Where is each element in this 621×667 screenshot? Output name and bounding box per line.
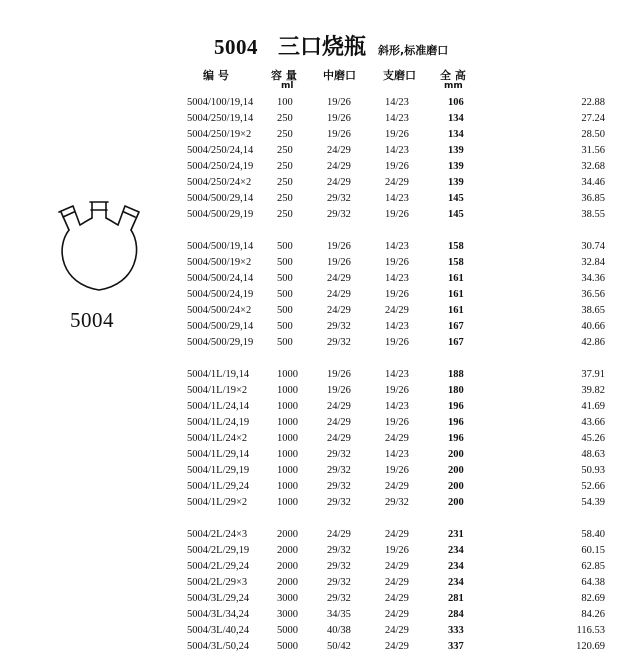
- page-title: [214, 30, 448, 61]
- price-cell: 58.40: [581, 529, 605, 540]
- side-joint-cell: 19/26: [385, 385, 409, 396]
- capacity-cell: 1000: [277, 401, 298, 412]
- middle-joint-cell: 19/26: [327, 113, 351, 124]
- product-code-cell: 5004/3L/29,24: [187, 593, 250, 604]
- table-row: [0, 337, 621, 353]
- table-row: [0, 161, 621, 177]
- product-code-cell: 5004/250/24×2: [187, 177, 252, 188]
- middle-joint-cell: 29/32: [327, 465, 351, 476]
- table-row: [0, 529, 621, 545]
- price-cell: 39.82: [581, 385, 605, 396]
- middle-joint-cell: 29/32: [327, 449, 351, 460]
- middle-joint-cell: 24/29: [327, 401, 351, 412]
- table-row: [0, 321, 621, 337]
- capacity-cell: 250: [277, 177, 293, 188]
- product-code-cell: 5004/500/19,14: [187, 241, 254, 252]
- side-joint-cell: 19/26: [385, 161, 409, 172]
- price-cell: 48.63: [581, 449, 605, 460]
- height-cell: 180: [448, 385, 464, 396]
- height-cell: 284: [448, 609, 464, 620]
- side-joint-cell: 14/23: [385, 97, 409, 108]
- figure-label: 5004: [70, 308, 114, 332]
- capacity-cell: 500: [277, 257, 293, 268]
- product-code-cell: 5004/2L/24×3: [187, 529, 248, 540]
- height-cell: 281: [448, 593, 464, 604]
- middle-joint-cell: 24/29: [327, 145, 351, 156]
- header-height: 全 高: [440, 69, 466, 82]
- capacity-cell: 1000: [277, 449, 298, 460]
- table-row: [0, 177, 621, 193]
- capacity-cell: 500: [277, 305, 293, 316]
- middle-joint-cell: 19/26: [327, 97, 351, 108]
- product-code-cell: 5004/1L/29,19: [187, 465, 250, 476]
- product-code-cell: 5004/250/24,19: [187, 161, 254, 172]
- side-joint-cell: 24/29: [385, 305, 409, 316]
- table-row: [0, 497, 621, 513]
- header-middle: 中磨口: [323, 69, 356, 82]
- price-cell: 52.66: [581, 481, 605, 492]
- height-cell: 134: [448, 129, 464, 140]
- table-row: [0, 129, 621, 145]
- height-cell: 196: [448, 417, 464, 428]
- side-joint-cell: 14/23: [385, 401, 409, 412]
- price-cell: 28.50: [581, 129, 605, 140]
- product-code-cell: 5004/3L/50,24: [187, 641, 250, 652]
- middle-joint-cell: 19/26: [327, 257, 351, 268]
- table-row: [0, 273, 621, 289]
- table-row: [0, 593, 621, 609]
- capacity-cell: 250: [277, 145, 293, 156]
- middle-joint-cell: 29/32: [327, 593, 351, 604]
- middle-joint-cell: 29/32: [327, 481, 351, 492]
- middle-joint-cell: 29/32: [327, 337, 351, 348]
- side-joint-cell: 14/23: [385, 321, 409, 332]
- capacity-cell: 250: [277, 113, 293, 124]
- middle-joint-cell: 24/29: [327, 289, 351, 300]
- product-code-cell: 5004/2L/29,19: [187, 545, 250, 556]
- height-cell: 200: [448, 465, 464, 476]
- price-cell: 45.26: [581, 433, 605, 444]
- height-cell: 200: [448, 481, 464, 492]
- table-row: [0, 145, 621, 161]
- side-joint-cell: 24/29: [385, 625, 409, 636]
- product-code-cell: 5004/500/24×2: [187, 305, 252, 316]
- capacity-cell: 1000: [277, 433, 298, 444]
- table-row: [0, 449, 621, 465]
- height-cell: 158: [448, 241, 464, 252]
- middle-joint-cell: 34/35: [327, 609, 351, 620]
- height-cell: 188: [448, 369, 464, 380]
- table-row: [0, 465, 621, 481]
- height-cell: 139: [448, 161, 464, 172]
- capacity-cell: 1000: [277, 369, 298, 380]
- price-cell: 116.53: [576, 625, 605, 636]
- height-cell: 196: [448, 433, 464, 444]
- product-code-cell: 5004/1L/19,14: [187, 369, 250, 380]
- price-cell: 60.15: [581, 545, 605, 556]
- product-code-cell: 5004/1L/24×2: [187, 433, 248, 444]
- side-joint-cell: 19/26: [385, 129, 409, 140]
- header-capacity-unit: ml: [281, 81, 294, 91]
- middle-joint-cell: 29/32: [327, 209, 351, 220]
- side-joint-cell: 24/29: [385, 481, 409, 492]
- side-joint-cell: 19/26: [385, 465, 409, 476]
- height-cell: 161: [448, 289, 464, 300]
- product-code-cell: 5004/500/29,19: [187, 209, 254, 220]
- height-cell: 158: [448, 257, 464, 268]
- capacity-cell: 250: [277, 209, 293, 220]
- side-joint-cell: 24/29: [385, 609, 409, 620]
- price-cell: 36.56: [581, 289, 605, 300]
- capacity-cell: 5000: [277, 641, 298, 652]
- side-joint-cell: 24/29: [385, 641, 409, 652]
- table-row: [0, 385, 621, 401]
- height-cell: 145: [448, 209, 464, 220]
- price-cell: 50.93: [581, 465, 605, 476]
- capacity-cell: 250: [277, 129, 293, 140]
- header-code: 编 号: [203, 69, 229, 82]
- product-code-cell: 5004/500/29,19: [187, 337, 254, 348]
- product-code-cell: 5004/250/24,14: [187, 145, 254, 156]
- product-code-cell: 5004/2L/29×3: [187, 577, 248, 588]
- height-cell: 234: [448, 577, 464, 588]
- height-cell: 161: [448, 305, 464, 316]
- height-cell: 167: [448, 337, 464, 348]
- capacity-cell: 5000: [277, 625, 298, 636]
- capacity-cell: 3000: [277, 593, 298, 604]
- side-joint-cell: 14/23: [385, 145, 409, 156]
- middle-joint-cell: 24/29: [327, 161, 351, 172]
- capacity-cell: 2000: [277, 561, 298, 572]
- table-row: [0, 193, 621, 209]
- header-height-unit: mm: [444, 81, 463, 91]
- side-joint-cell: 24/29: [385, 529, 409, 540]
- product-code-cell: 5004/250/19,14: [187, 113, 254, 124]
- product-code-cell: 5004/500/19×2: [187, 257, 252, 268]
- price-cell: 31.56: [581, 145, 605, 156]
- middle-joint-cell: 29/32: [327, 577, 351, 588]
- capacity-cell: 250: [277, 161, 293, 172]
- side-joint-cell: 14/23: [385, 113, 409, 124]
- middle-joint-cell: 24/29: [327, 417, 351, 428]
- price-cell: 30.74: [581, 241, 605, 252]
- price-cell: 36.85: [581, 193, 605, 204]
- middle-joint-cell: 40/38: [327, 625, 351, 636]
- height-cell: 200: [448, 497, 464, 508]
- table-row: [0, 401, 621, 417]
- capacity-cell: 1000: [277, 465, 298, 476]
- price-cell: 37.91: [581, 369, 605, 380]
- table-row: [0, 433, 621, 449]
- side-joint-cell: 19/26: [385, 545, 409, 556]
- product-code-cell: 5004/1L/24,19: [187, 417, 250, 428]
- height-cell: 139: [448, 177, 464, 188]
- side-joint-cell: 24/29: [385, 593, 409, 604]
- side-joint-cell: 24/29: [385, 561, 409, 572]
- capacity-cell: 500: [277, 337, 293, 348]
- product-code-cell: 5004/2L/29,24: [187, 561, 250, 572]
- table-row: [0, 481, 621, 497]
- middle-joint-cell: 19/26: [327, 369, 351, 380]
- capacity-cell: 3000: [277, 609, 298, 620]
- price-cell: 32.68: [581, 161, 605, 172]
- title-model: 5004: [214, 35, 258, 59]
- height-cell: 167: [448, 321, 464, 332]
- table-row: [0, 561, 621, 577]
- table-row: [0, 369, 621, 385]
- product-code-cell: 5004/1L/29,24: [187, 481, 250, 492]
- middle-joint-cell: 29/32: [327, 193, 351, 204]
- table-row: [0, 417, 621, 433]
- table-row: [0, 609, 621, 625]
- product-code-cell: 5004/500/29,14: [187, 321, 254, 332]
- height-cell: 161: [448, 273, 464, 284]
- height-cell: 231: [448, 529, 464, 540]
- side-joint-cell: 14/23: [385, 369, 409, 380]
- side-joint-cell: 14/23: [385, 273, 409, 284]
- middle-joint-cell: 29/32: [327, 321, 351, 332]
- table-row: [0, 577, 621, 593]
- side-joint-cell: 14/23: [385, 241, 409, 252]
- side-joint-cell: 29/32: [385, 497, 409, 508]
- title-subtitle: 斜形,标准磨口: [378, 44, 449, 57]
- price-cell: 40.66: [581, 321, 605, 332]
- table-row: [0, 209, 621, 225]
- middle-joint-cell: 29/32: [327, 497, 351, 508]
- middle-joint-cell: 24/29: [327, 529, 351, 540]
- middle-joint-cell: 19/26: [327, 241, 351, 252]
- table-row: [0, 97, 621, 113]
- price-cell: 82.69: [581, 593, 605, 604]
- product-code-cell: 5004/250/19×2: [187, 129, 252, 140]
- header-side: 支磨口: [383, 69, 416, 82]
- product-code-cell: 5004/1L/19×2: [187, 385, 248, 396]
- product-code-cell: 5004/500/24,19: [187, 289, 254, 300]
- table-row: [0, 113, 621, 129]
- height-cell: 106: [448, 97, 464, 108]
- side-joint-cell: 19/26: [385, 417, 409, 428]
- header-capacity: 容 量: [271, 69, 297, 82]
- middle-joint-cell: 50/42: [327, 641, 351, 652]
- height-cell: 139: [448, 145, 464, 156]
- side-joint-cell: 24/29: [385, 433, 409, 444]
- price-cell: 34.46: [581, 177, 605, 188]
- capacity-cell: 100: [277, 97, 293, 108]
- height-cell: 234: [448, 561, 464, 572]
- table-row: [0, 641, 621, 657]
- capacity-cell: 500: [277, 321, 293, 332]
- capacity-cell: 2000: [277, 545, 298, 556]
- product-code-cell: 5004/1L/29×2: [187, 497, 248, 508]
- capacity-cell: 1000: [277, 417, 298, 428]
- side-joint-cell: 14/23: [385, 449, 409, 460]
- product-code-cell: 5004/3L/40,24: [187, 625, 250, 636]
- side-joint-cell: 14/23: [385, 193, 409, 204]
- middle-joint-cell: 29/32: [327, 545, 351, 556]
- table-row: [0, 257, 621, 273]
- capacity-cell: 500: [277, 273, 293, 284]
- capacity-cell: 500: [277, 241, 293, 252]
- capacity-cell: 1000: [277, 497, 298, 508]
- middle-joint-cell: 24/29: [327, 273, 351, 284]
- price-cell: 38.55: [581, 209, 605, 220]
- side-joint-cell: 24/29: [385, 577, 409, 588]
- price-cell: 43.66: [581, 417, 605, 428]
- price-cell: 32.84: [581, 257, 605, 268]
- table-row: [0, 289, 621, 305]
- height-cell: 145: [448, 193, 464, 204]
- side-joint-cell: 19/26: [385, 289, 409, 300]
- price-cell: 64.38: [581, 577, 605, 588]
- height-cell: 337: [448, 641, 464, 652]
- table-row: [0, 241, 621, 257]
- price-cell: 27.24: [581, 113, 605, 124]
- title-name: 三口烧瓶: [278, 35, 367, 60]
- capacity-cell: 500: [277, 289, 293, 300]
- price-cell: 84.26: [581, 609, 605, 620]
- capacity-cell: 1000: [277, 385, 298, 396]
- table-row: [0, 305, 621, 321]
- price-cell: 120.69: [576, 641, 605, 652]
- product-code-cell: 5004/100/19,14: [187, 97, 254, 108]
- price-cell: 41.69: [581, 401, 605, 412]
- product-code-cell: 5004/3L/34,24: [187, 609, 250, 620]
- height-cell: 134: [448, 113, 464, 124]
- price-cell: 42.86: [581, 337, 605, 348]
- height-cell: 333: [448, 625, 464, 636]
- middle-joint-cell: 29/32: [327, 561, 351, 572]
- capacity-cell: 1000: [277, 481, 298, 492]
- side-joint-cell: 24/29: [385, 177, 409, 188]
- height-cell: 196: [448, 401, 464, 412]
- middle-joint-cell: 24/29: [327, 433, 351, 444]
- middle-joint-cell: 24/29: [327, 177, 351, 188]
- capacity-cell: 2000: [277, 577, 298, 588]
- table-row: [0, 545, 621, 561]
- product-code-cell: 5004/500/24,14: [187, 273, 254, 284]
- product-code-cell: 5004/500/29,14: [187, 193, 254, 204]
- height-cell: 200: [448, 449, 464, 460]
- price-cell: 34.36: [581, 273, 605, 284]
- price-cell: 54.39: [581, 497, 605, 508]
- product-code-cell: 5004/1L/29,14: [187, 449, 250, 460]
- capacity-cell: 2000: [277, 529, 298, 540]
- side-joint-cell: 19/26: [385, 209, 409, 220]
- middle-joint-cell: 19/26: [327, 385, 351, 396]
- price-cell: 62.85: [581, 561, 605, 572]
- table-row: [0, 625, 621, 641]
- product-code-cell: 5004/1L/24,14: [187, 401, 250, 412]
- middle-joint-cell: 19/26: [327, 129, 351, 140]
- height-cell: 234: [448, 545, 464, 556]
- side-joint-cell: 19/26: [385, 337, 409, 348]
- price-cell: 38.65: [581, 305, 605, 316]
- middle-joint-cell: 24/29: [327, 305, 351, 316]
- price-cell: 22.88: [581, 97, 605, 108]
- side-joint-cell: 19/26: [385, 257, 409, 268]
- capacity-cell: 250: [277, 193, 293, 204]
